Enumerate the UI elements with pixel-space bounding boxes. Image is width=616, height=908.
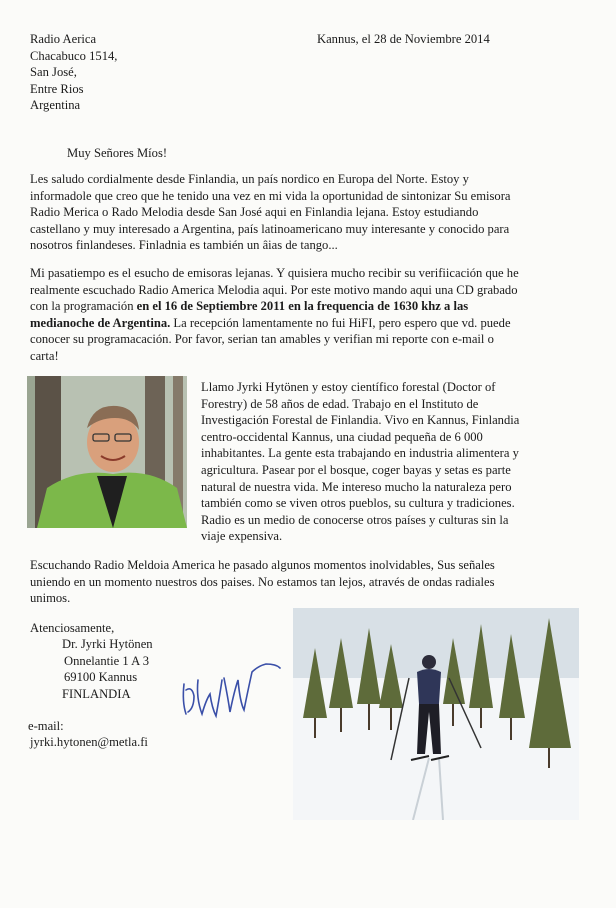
text-line: Llamo Jyrki Hytönen y estoy científico forestal (Doctor of bbox=[201, 380, 496, 394]
text-line: uniendo en un momento nuestros dos paises. No estamos tan lejos, através de ondas radiales bbox=[30, 574, 495, 589]
signature-drawing bbox=[176, 650, 286, 730]
sender-country: FINLANDIA bbox=[62, 686, 131, 701]
address-line: Argentina bbox=[30, 98, 81, 113]
text-line: nosotros finlandeses. Finladnia es también un âias de tango... bbox=[30, 238, 338, 253]
reception-time: medianoche de Argentina. bbox=[30, 315, 171, 330]
address-line: Radio Aerica bbox=[30, 32, 97, 46]
paragraph-reception bbox=[30, 265, 586, 365]
paragraph-closing-remarks bbox=[30, 557, 586, 607]
text-line: Mi pasatiempo es el esucho de emisoras lejanas. Y quisiera mucho recibir su verifiicación que he bbox=[30, 266, 519, 280]
address-line: Entre Rios bbox=[30, 81, 84, 96]
paragraph-about-me bbox=[201, 379, 591, 545]
text-line: Radio es un medio de conocerse otros países y culturas sin la bbox=[201, 512, 509, 527]
paragraph-intro bbox=[30, 171, 586, 254]
email-label: e-mail: bbox=[28, 719, 64, 733]
text-line bbox=[30, 298, 586, 315]
closing: Atenciosamente, bbox=[30, 621, 115, 635]
text-segment: con la programación bbox=[30, 299, 137, 314]
text-line: castellano y muy interesado a Argentina, país latinoamericano muy interesante y conocido para bbox=[30, 221, 510, 236]
text-line: realmente escuchado Radio America Melodia aqui. Por este motivo mando aqui una CD grabado bbox=[30, 282, 518, 297]
sender-street: Onnelantie 1 A 3 bbox=[64, 653, 149, 668]
portrait-illustration bbox=[27, 376, 187, 528]
text-line: conocer su programacación. Por favor, serian tan amables y verifian mi reporte con e-mail o bbox=[30, 332, 494, 347]
text-line: unimos. bbox=[30, 591, 71, 606]
text-line bbox=[30, 315, 586, 332]
text-line: también como se viven otros pueblos, su cultura y tradiciones. bbox=[201, 496, 515, 511]
text-segment: La recepción lamentamente no fui HiFI, pero espero que vd. puede bbox=[170, 315, 511, 330]
greeting: Muy Señores Míos! bbox=[67, 146, 168, 160]
address-line: San José, bbox=[30, 65, 77, 80]
sender-name: Dr. Jyrki Hytönen bbox=[62, 637, 153, 651]
text-line: carta! bbox=[30, 348, 59, 363]
portrait-photo bbox=[27, 376, 187, 528]
email-address[interactable]: jyrki.hytonen@metla.fi bbox=[30, 735, 148, 749]
text-line: Investigación Forestal de Finlandia. Vivo en Kannus, Finlandia bbox=[201, 413, 520, 428]
text-line: inhabitantes. La gente esta trabajando en industria alimentera y bbox=[201, 446, 519, 461]
sender-city: 69100 Kannus bbox=[64, 670, 138, 685]
text-line: viaje expensiva. bbox=[201, 529, 283, 544]
sender-address bbox=[62, 636, 153, 702]
handwritten-signature bbox=[176, 650, 286, 730]
text-line: Escuchando Radio Meldoia America he pasado algunos momentos inolvidables, Sus señales bbox=[30, 558, 495, 572]
text-line: Radio Merica o Rado Melodia desde San José aqui en Finlandia lejana. Estoy estudiando bbox=[30, 205, 479, 220]
skiing-illustration bbox=[293, 608, 579, 820]
recipient-address bbox=[30, 31, 117, 114]
text-line: Forestry) de 58 años de edad. Trabajo en el Instituto de bbox=[201, 396, 479, 411]
letter-date: Kannus, el 28 de Noviembre 2014 bbox=[317, 32, 490, 46]
text-line: centro-occidental Kannus, una ciudad pequeña de 6 000 bbox=[201, 429, 483, 444]
address-line: Chacabuco 1514, bbox=[30, 48, 118, 63]
text-line: agricultura. Pasear por el bosque, coger bayas y setas es parte bbox=[201, 462, 511, 477]
skiing-photo bbox=[293, 608, 579, 820]
text-line: informadole que creo que he tenido una vez en mi vida la oportunidad de sintonizar Su emisora bbox=[30, 188, 511, 203]
text-line: natural de nuestra vida. Me intereso mucho la naturaleza pero bbox=[201, 479, 512, 494]
text-line: Les saludo cordialmente desde Finlandia, un país nordico en Europa del Norte. Estoy y bbox=[30, 172, 469, 186]
reception-details: en el 16 de Septiembre 2011 en la frequencia de 1630 khz a las bbox=[136, 299, 469, 314]
